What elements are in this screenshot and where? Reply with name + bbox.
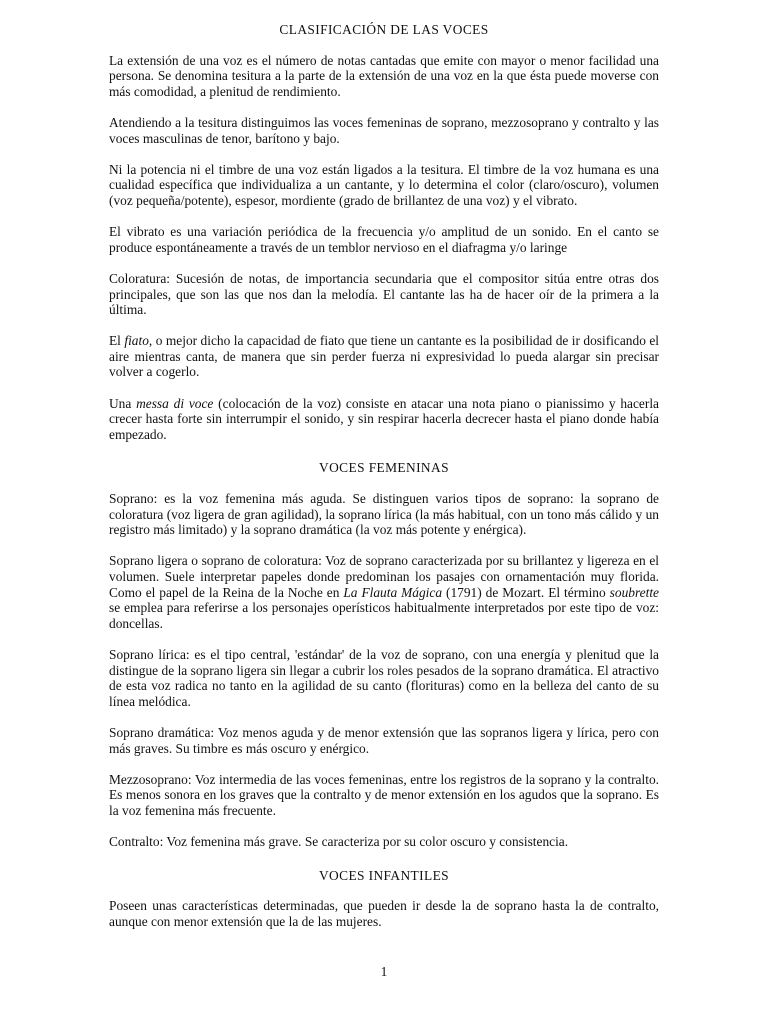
document-page [109,22,659,945]
emphasis-term: La Flauta Mágica [343,584,443,600]
text-fragment: se emplea para referirse a los personajes operísticos habitualmente interpretados por este tipo de voz: doncellas. [109,600,659,631]
paragraph-contralto: Contralto: Voz femenina más grave. Se caracteriza por su color oscuro y consistencia. [109,834,569,850]
section-heading-infantiles: VOCES INFANTILES [318,867,449,883]
paragraph-extension: La extensión de una voz es el número de notas cantadas que emite con mayor o menor facilidad una persona. Se denomina tesitura a la parte de la extensión de una voz en la que ésta puede moverse con más comodidad, a plenitud de rendimiento. [109,52,659,99]
paragraph-soprano-ligera [109,553,659,631]
text-fragment: Soprano ligera o soprano de coloratura: Voz de soprano caracterizada por su brillantez y ligereza en el volumen. Suele interpretar papeles donde predominan los pasajes con ornamentación muy florida. Como el papel de la Reina de la Noche en [109,553,659,600]
paragraph-timbre: Ni la potencia ni el timbre de una voz están ligados a la tesitura. El timbre de la voz humana es una cualidad específica que individualiza a un cantante, y lo determina el color (claro/oscuro), volumen (voz pequeña/potente), espesor, mordiente (grado de brillantez de una voz) y el vibrato. [109,161,659,208]
paragraph-coloratura: Coloratura: Sucesión de notas, de importancia secundaria que el compositor sitúa entre otras dos principales, que son las que nos dan la melodía. El cantante las ha de hacer oír de la primera a la última. [109,270,659,318]
text-fragment: El [109,333,125,349]
emphasis-term: fiato [124,333,149,349]
paragraph-infantiles: Poseen unas características determinadas, que pueden ir desde la de soprano hasta la de contralto, aunque con menor extensión que la de las mujeres. [109,898,659,929]
paragraph-tesitura: Atendiendo a la tesitura distinguimos las voces femeninas de soprano, mezzosoprano y contralto y las voces masculinas de tenor, barítono y bajo. [109,114,659,146]
emphasis-term: soubrette [609,584,659,600]
text-fragment: (colocación de la voz) consiste en atacar una nota piano o pianissimo y hacerla crecer hasta forte sin interrumpir el sonido, y sin respirar hacerla decrecer hasta el piano donde había empezado. [109,395,659,442]
paragraph-soprano-dramatica: Soprano dramática: Voz menos aguda y de menor extensión que las sopranos ligera y lírica, pero con más graves. Su timbre es más oscuro y enérgico. [109,724,659,756]
page-number: 1 [380,964,388,979]
paragraph-mezzosoprano: Mezzosoprano: Voz intermedia de las voces femeninas, entre los registros de la soprano y la contralto. Es menos sonora en los graves que la contralto y de menor extensión en los agudos que la soprano. Es la voz femenina más frecuente. [109,771,659,818]
paragraph-soprano: Soprano: es la voz femenina más aguda. Se distinguen varios tipos de soprano: la soprano de coloratura (voz ligera de gran agilidad), la soprano lírica (la más habitual, con un tono más cálido y un registro más limitado) y la soprano dramática (la voz más potente y enérgica). [109,491,659,538]
section-heading-femeninas: VOCES FEMENINAS [319,460,449,476]
text-fragment: Una [109,395,137,411]
document-title: CLASIFICACIÓN DE LAS VOCES [279,22,489,37]
paragraph-soprano-lirica: Soprano lírica: es el tipo central, 'estándar' de la voz de soprano, con una energía y plenitud que la distingue de la soprano ligera sin llegar a cubrir los roles pesados de la soprano dramática. El atractivo de esta voz radica no tanto en la agilidad de su canto (florituras) como en la belleza del canto de su línea melódica. [109,646,659,709]
emphasis-term: messa di voce [136,395,214,411]
text-fragment: (1791) de Mozart. El término [442,584,610,600]
paragraph-fiato [109,333,659,380]
paragraph-messa-di-voce [109,396,659,443]
text-fragment: , o mejor dicho la capacidad de fiato que tiene un cantante es la posibilidad de ir dosificando el aire mientras canta, de manera que sin perder fuerza ni expresividad lo pueda alargar sin precisar volver a cogerlo. [109,333,660,380]
paragraph-vibrato: El vibrato es una variación periódica de la frecuencia y/o amplitud de un sonido. En el canto se produce espontáneamente a través de un temblor nervioso en el diafragma y/o laringe [109,224,659,255]
